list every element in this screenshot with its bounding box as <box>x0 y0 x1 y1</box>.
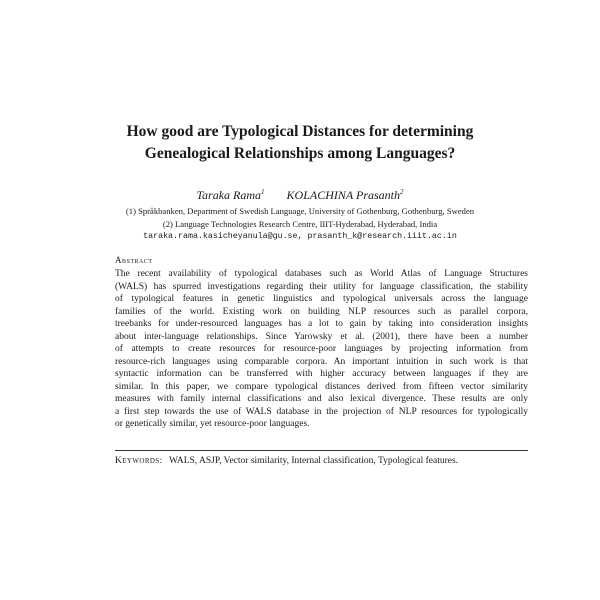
author-emails: taraka.rama.kasicheyanula@gu.se, prasanth_k@research.iiit.ac.in <box>143 232 457 241</box>
affiliation-2: (2) Language Technologies Research Centre, IIIT-Hyderabad, Hyderabad, India <box>162 219 438 229</box>
abstract-line: syntactic information can be transferred with higher accuracy between languages if they are <box>115 369 528 379</box>
abstract-line: families of the world. Existing work on building NLP resources such as parallel corpora, <box>115 306 528 317</box>
title-line-2: Genealogical Relationships among Languages? <box>144 145 456 162</box>
author-1-mark: 1 <box>261 188 265 196</box>
abstract-line: similar. In this paper, we compare typological distances derived from fifteen vector similarity <box>115 381 528 392</box>
title-line-1: How good are Typological Distances for determining <box>126 123 474 140</box>
abstract-line: of typological features in genetic linguistics and typological universals across the language <box>115 294 528 304</box>
author-1 <box>196 188 264 202</box>
abstract-line: resource-rich languages using comparable corpora. An important intuition in such work is that <box>115 356 528 367</box>
abstract-line: of attempts to create resources for resource-poor languages by projecting information from <box>115 344 528 354</box>
abstract-line: a first step towards the use of WALS database in the projection of NLP resources for typologically <box>115 406 528 417</box>
author-2-name: KOLACHINA Prasanth <box>286 188 401 202</box>
paper-title <box>60 121 540 165</box>
abstract-line: treebanks for under-resourced languages has a lot to gain by taking into consideration insights <box>115 319 528 329</box>
abstract-line: measures with family internal classifications and also lexical divergence. These results are only <box>115 394 528 404</box>
abstract-line: or genetically similar, yet resource-poor languages. <box>115 419 310 429</box>
author-list <box>60 188 540 203</box>
abstract-line: (WALS) has spurred investigations regarding their utility for language classification, the stability <box>115 281 528 292</box>
author-2 <box>287 188 404 202</box>
abstract-body <box>115 268 528 431</box>
author-2-mark: 2 <box>400 188 404 196</box>
author-1-name: Taraka Rama <box>196 188 262 202</box>
abstract-heading: Abstract <box>115 255 153 265</box>
affiliation-1: (1) Språkbanken, Department of Swedish Language, University of Gothenburg, Gothenburg, Sweden <box>125 206 475 216</box>
keywords-line <box>115 456 528 466</box>
abstract-line: about inter-language relationships. Since Yarowsky et al. (2001), there have been a number <box>115 331 528 342</box>
abstract-line: The recent availability of typological databases such as World Atlas of Language Structures <box>115 269 528 279</box>
keywords-list: WALS, ASJP, Vector similarity, Internal classification, Typological features. <box>168 456 459 466</box>
keywords-label: Keywords: <box>115 456 163 466</box>
keywords-divider <box>115 450 528 451</box>
